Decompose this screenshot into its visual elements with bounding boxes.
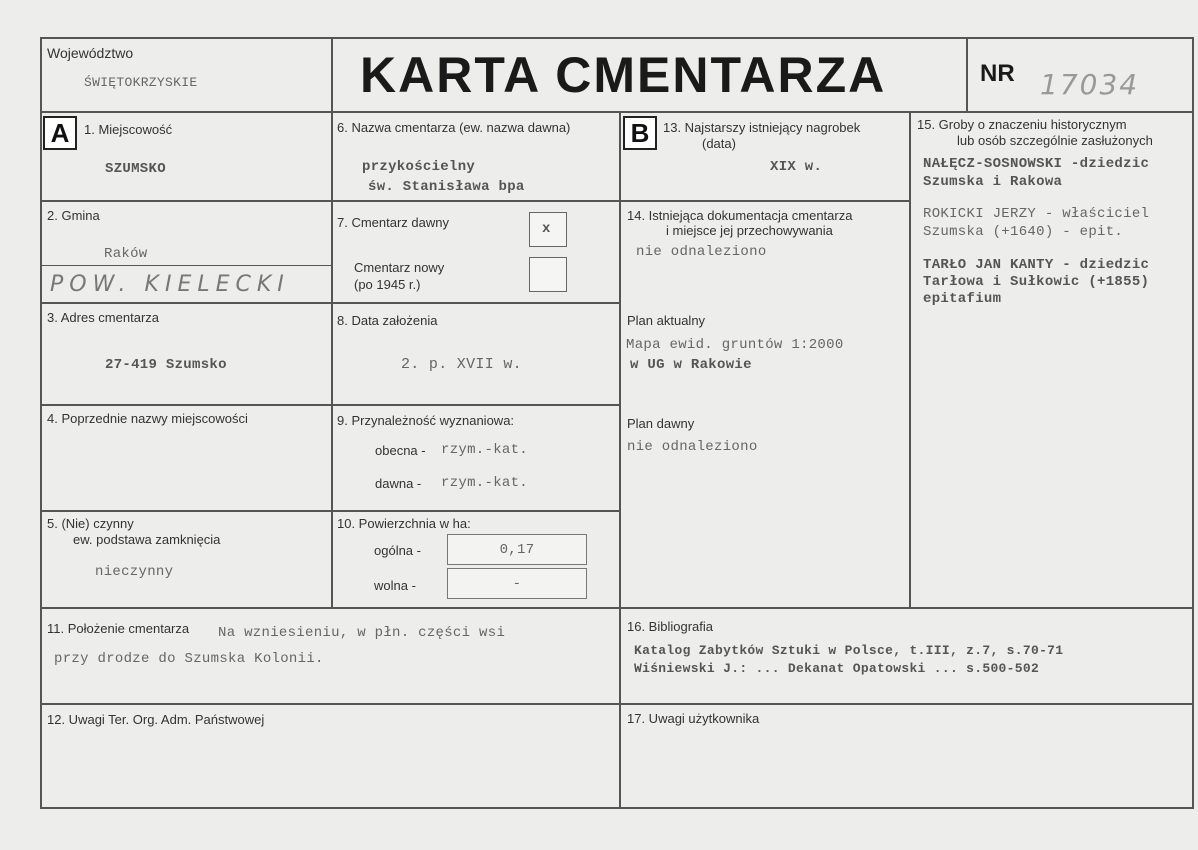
field-6-label: 6. Nazwa cmentarza (ew. nazwa dawna) <box>337 120 571 135</box>
field-10-wolna-value: - <box>512 576 522 592</box>
header-sep-2 <box>966 37 968 112</box>
field-14-value: nie odnaleziono <box>636 244 767 260</box>
field-13-label: 13. Najstarszy istniejący nagrobek <box>663 120 861 135</box>
field-15-line-1: NAŁĘCZ-SOSNOWSKI -dziedzic <box>923 156 1150 172</box>
wojewodztwo-label: Województwo <box>47 45 134 61</box>
plan-dawny-label: Plan dawny <box>627 416 695 431</box>
field-7-label: 7. Cmentarz dawny <box>337 215 449 230</box>
cmentarz-nowy-checkbox[interactable] <box>529 257 567 292</box>
field-1-value: SZUMSKO <box>105 161 166 177</box>
field-4-label: 4. Poprzednie nazwy miejscowości <box>47 411 248 426</box>
field-11-value-2: przy drodze do Szumska Kolonii. <box>54 651 324 667</box>
field-12-label: 12. Uwagi Ter. Org. Adm. Państwowej <box>47 712 265 727</box>
field-5-value: nieczynny <box>95 564 174 580</box>
field-10-ogolna-label: ogólna - <box>374 543 421 558</box>
field-15-line-3: ROKICKI JERZY - właściciel <box>923 206 1150 222</box>
field-7b-label: Cmentarz nowy <box>354 260 445 275</box>
plan-aktualny-value-1: Mapa ewid. gruntów 1:2000 <box>626 337 844 353</box>
field-14-sublabel: i miejsce jej przechowywania <box>666 223 833 238</box>
field-3-value: 27-419 Szumsko <box>105 357 227 373</box>
field-15-line-5: TARŁO JAN KANTY - dziedzic <box>923 257 1150 273</box>
field-15-label: 15. Groby o znaczeniu historycznym <box>917 117 1127 132</box>
field-8-label: 8. Data założenia <box>337 313 438 328</box>
field-9-dawna-value: rzym.-kat. <box>441 475 529 491</box>
plan-aktualny-value-2: w UG w Rakowie <box>630 357 752 373</box>
field-10-label: 10. Powierzchnia w ha: <box>337 516 471 531</box>
field-16-value-2: Wiśniewski J.: ... Dekanat Opatowski ... s.500-502 <box>634 661 1040 676</box>
field-9-dawna-label: dawna - <box>375 476 422 491</box>
header-divider <box>40 111 1194 113</box>
row-sep-bottom <box>40 703 1194 705</box>
field-13-value: XIX w. <box>770 159 823 175</box>
field-9-obecna-label: obecna - <box>375 443 426 458</box>
field-16-value-1: Katalog Zabytków Sztuki w Polsce, t.III, z.7, s.70-71 <box>634 643 1064 658</box>
field-5-label: 5. (Nie) czynny <box>47 516 134 531</box>
field-2-handwritten: POW. KIELECKI <box>50 272 290 297</box>
field-15-line-2: Szumska i Rakowa <box>923 174 1063 190</box>
col-sep-1 <box>331 111 333 608</box>
field-9-obecna-value: rzym.-kat. <box>441 442 529 458</box>
field-14-label: 14. Istniejąca dokumentacja cmentarza <box>627 208 853 223</box>
field-10-wolna-box[interactable] <box>447 568 587 599</box>
field-2-value: Raków <box>104 246 148 262</box>
field-3-label: 3. Adres cmentarza <box>47 310 159 325</box>
field-8-value: 2. p. XVII w. <box>401 356 522 373</box>
field-11-value-1: Na wzniesieniu, w płn. części wsi <box>218 625 506 641</box>
plan-aktualny-label: Plan aktualny <box>627 313 706 328</box>
row-sep-b2 <box>619 200 909 202</box>
field-15-line-6: Tarłowa i Sułkowic (+1855) <box>923 274 1150 290</box>
row-sep-mid <box>40 607 1194 609</box>
field-15-line-7: epitafium <box>923 291 1002 307</box>
header-sep-1 <box>331 37 333 112</box>
section-b-badge: B <box>623 116 657 150</box>
page-title: KARTA CMENTARZA <box>360 47 887 103</box>
field-10-ogolna-value: 0,17 <box>499 542 535 558</box>
col-sep-3 <box>909 111 911 608</box>
field-15-line-4: Szumska (+1640) - epit. <box>923 224 1124 240</box>
row-sep-a5 <box>40 510 619 512</box>
cmentarz-dawny-mark: x <box>542 221 551 237</box>
field-1-label: 1. Miejscowość <box>84 122 173 137</box>
field-5-sublabel: ew. podstawa zamknięcia <box>73 532 221 547</box>
row-sep-b1 <box>331 200 619 202</box>
field-15-sublabel: lub osób szczególnie zasłużonych <box>957 133 1153 148</box>
field-6-value-2: św. Stanisława bpa <box>368 179 525 195</box>
field-11-label: 11. Położenie cmentarza <box>47 621 190 636</box>
section-a-badge: A <box>43 116 77 150</box>
field-10-ogolna-box[interactable] <box>447 534 587 565</box>
field-17-label: 17. Uwagi użytkownika <box>627 711 760 726</box>
row-sep-a3 <box>40 302 619 304</box>
row-sep-a1 <box>40 200 331 202</box>
row-sep-a4 <box>40 404 619 406</box>
field-7b-sublabel: (po 1945 r.) <box>354 277 421 292</box>
nr-label: NR <box>980 60 1015 87</box>
wojewodztwo-value: ŚWIĘTOKRZYSKIE <box>84 75 198 90</box>
plan-dawny-value: nie odnaleziono <box>627 439 758 455</box>
cmentarz-dawny-checkbox[interactable] <box>529 212 567 247</box>
nr-value: 17034 <box>1040 68 1140 101</box>
field-6-value-1: przykościelny <box>362 159 476 175</box>
field-13-sublabel: (data) <box>702 136 736 151</box>
field-9-label: 9. Przynależność wyznaniowa: <box>337 413 515 428</box>
field-2-label: 2. Gmina <box>47 208 100 223</box>
field-16-label: 16. Bibliografia <box>627 619 713 634</box>
field-10-wolna-label: wolna - <box>374 578 416 593</box>
row-sep-a2 <box>40 265 331 266</box>
